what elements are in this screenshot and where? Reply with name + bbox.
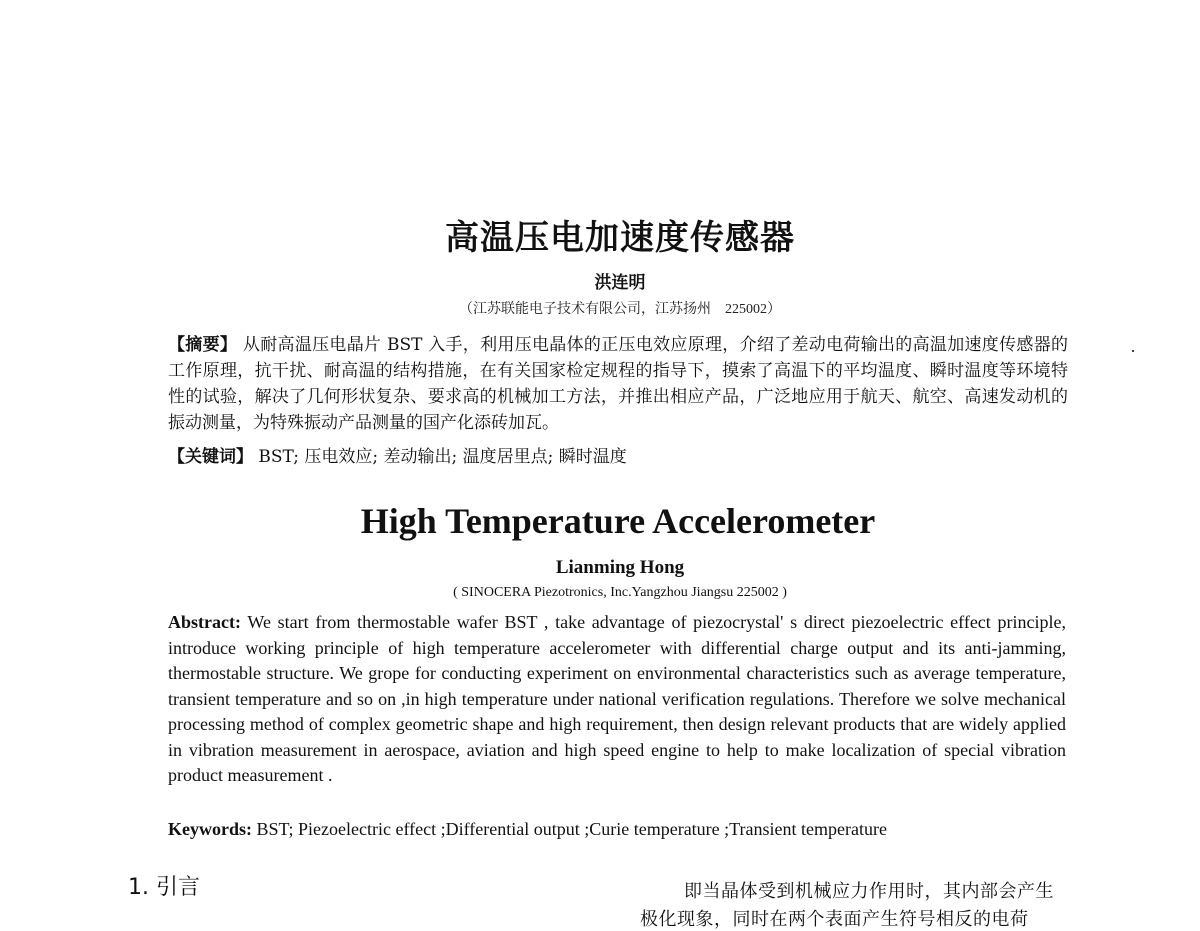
scan-speck — [1132, 350, 1134, 352]
chinese-keywords-text: BST; 压电效应; 差动输出; 温度居里点; 瞬时温度 — [258, 447, 627, 467]
chinese-author: 洪连明 — [594, 273, 646, 293]
english-keywords-text: BST; Piezoelectric effect ;Differential output ;Curie temperature ;Transient temperature — [256, 819, 887, 839]
body-text-line: 即当晶体受到机械应力作用时，其内部会产生 — [684, 881, 1054, 902]
english-author: Lianming Hong — [555, 557, 685, 578]
chinese-abstract-label: 【摘要】 — [168, 335, 238, 355]
english-keywords-label: Keywords: — [168, 819, 252, 839]
english-abstract-text: We start from thermostable wafer BST , take advantage of piezocrystal' s direct piezoelectric effect principle, introduce working principle of high temperature accelerometer with differential charge output and its anti-jamming, thermostable structure. We grope for conducting experiment on environmental characteristics such as average temperature, transient temperature and so on ,in high temperature under national verification regulations. Therefore we solve mechanical processing method of complex geometric shape and high requirement, then design relevant products that are widely applied in vibration measurement in aerospace, aviation and high speed engine to help to make localization of special vibration product measurement . — [168, 612, 1066, 785]
chinese-keywords-label: 【关键词】 — [168, 447, 253, 467]
english-keywords — [168, 816, 1066, 842]
english-affiliation: ( SINOCERA Piezotronics, Inc.Yangzhou Jiangsu 225002 ) — [453, 585, 787, 600]
body-text-line: 极化现象，同时在两个表面产生符号相反的电荷 — [640, 909, 1029, 930]
chinese-affiliation: （江苏联能电子技术有限公司，江苏扬州 225002） — [459, 302, 781, 317]
chinese-abstract — [168, 332, 1068, 436]
chinese-keywords — [168, 444, 1068, 470]
chinese-title: 高温压电加速度传感器 — [445, 218, 795, 258]
english-title: High Temperature Accelerometer — [360, 501, 876, 541]
english-abstract — [168, 610, 1066, 789]
section-heading-introduction: 1. 引言 — [128, 875, 200, 900]
english-abstract-label: Abstract: — [168, 612, 241, 632]
chinese-abstract-text: 从耐高温压电晶片 BST 入手，利用压电晶体的正压电效应原理，介绍了差动电荷输出的高温加速度传感器的工作原理，抗干扰、耐高温的结构措施，在有关国家检定规程的指导下，摸索了高温下的平均温度、瞬时温度等环境特性的试验，解决了几何形状复杂、要求高的机械加工方法，并推出相应产品，广泛地应用于航天、航空、高速发动机的振动测量，为特殊振动产品测量的国产化添砖加瓦。 — [168, 335, 1069, 433]
